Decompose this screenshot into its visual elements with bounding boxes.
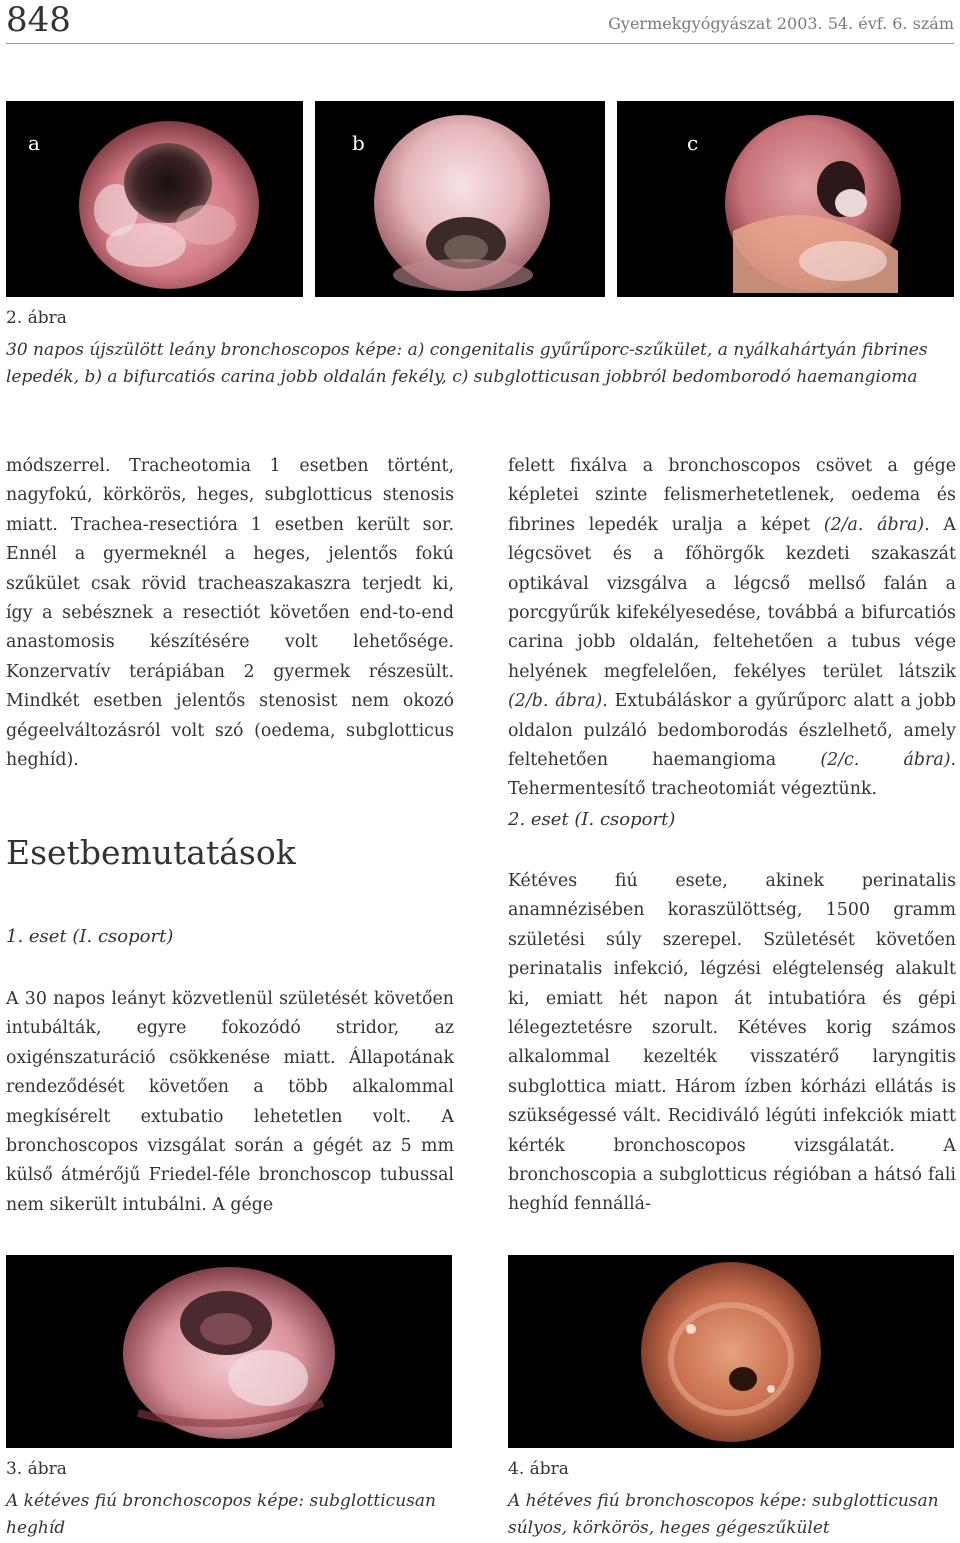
section-heading: Esetbemutatások: [6, 833, 296, 872]
case-1-title: 1. eset (I. csoport): [6, 926, 174, 947]
figure-ref-2c: (2/c. ábra).: [820, 750, 957, 771]
figure-2-number: 2. ábra: [6, 308, 67, 328]
endoscopy-view-c: [723, 111, 903, 293]
left-column: [6, 452, 454, 775]
endoscopy-view-a: [76, 115, 262, 291]
panel-gap: [605, 101, 617, 297]
endoscopy-view-b: [371, 113, 553, 293]
endoscopy-image-a: [6, 101, 303, 297]
figure-2-caption: [6, 337, 954, 391]
right-paragraph-1-part-b: A légcsövet és a főhörgők kezdeti szakaszát optikával vizsgálva a légcső mellső falán a porcgyűrűk kifekélyesedése, továbbá a bifurcatiós carina jobb oldalán, feltehetően a tubus vége helyének megfelelően, fekélyes terület látszik: [508, 514, 956, 682]
figure-3-caption-line-1: A kétéves fiú bronchoscopos képe: subglotticusan: [6, 1491, 436, 1511]
figure-4-caption-line-2: súlyos, körkörös, heges gégeszűkület: [508, 1518, 830, 1538]
left-column-case-1: [6, 985, 454, 1220]
figure-3-caption-line-2: heghíd: [6, 1518, 66, 1538]
figure-4-caption: [508, 1488, 956, 1542]
right-column: [508, 452, 956, 805]
right-paragraph-1-part-c: Extubáláskor a gyűrűporc alatt a jobb oldalon pulzáló bedomborodás észlelhető, amely feltehetően haemangioma: [508, 691, 956, 771]
right-paragraph-1-part-d: Tehermentesítő tracheotomiát végeztünk.: [508, 779, 878, 800]
figure-4-number: 4. ábra: [508, 1459, 569, 1479]
endoscopy-image-b: [315, 101, 605, 297]
journal-running-head: Gyermekgyógyászat 2003. 54. évf. 6. szám: [608, 14, 954, 33]
page-number: 848: [6, 0, 71, 40]
figure-4-caption-line-1: A hétéves fiú bronchoscopos képe: subglotticusan: [508, 1491, 939, 1511]
figure-4-image: [508, 1255, 954, 1448]
panel-label-b: b: [352, 131, 365, 155]
endoscopy-image-c: [617, 101, 954, 297]
endoscopy-view-4: [631, 1259, 831, 1445]
panel-label-c: c: [687, 131, 699, 155]
figure-2-caption-line-1: 30 napos újszülött leány bronchoscopos képe: a) congenitalis gyűrűporc-szűkület, a nyálkahártyán fibrines: [6, 340, 928, 360]
endoscopy-view-3: [118, 1263, 340, 1443]
right-paragraph-1: [508, 452, 956, 805]
figure-ref-2a: (2/a. ábra).: [823, 514, 930, 535]
header-rule: [6, 43, 954, 44]
figure-3-number: 3. ábra: [6, 1459, 67, 1479]
figure-ref-2b: (2/b. ábra).: [508, 691, 608, 712]
figure-2-caption-line-2: lepedék, b) a bifurcatiós carina jobb oldalán fekély, c) subglotticusan jobbról bedomborodó haemangioma: [6, 367, 918, 387]
left-paragraph-1: módszerrel. Tracheotomia 1 esetben történt, nagyfokú, körkörös, heges, subglotticus stenosis miatt. Trachea-resectióra 1 esetben került sor. Ennél a gyermeknél a heges, jelentős fokú szűkület csak rövid tracheaszakaszra terjedt ki, így a sebésznek a resectiót követően end-to-end anastomosis készítésére volt lehetősége. Konzervatív terápiában 2 gyermek részesült. Mindkét esetben jelentős stenosist nem okozó gégeelváltozásról volt szó (oedema, subglotticus heghíd).: [6, 456, 454, 771]
right-paragraph-1-part-a: felett fixálva a bronchoscopos csövet a gége képletei szinte felismerhetetlenek, oedema és fibrines lepedék uralja a képet: [508, 456, 956, 535]
left-paragraph-2: A 30 napos leányt közvetlenül születését követően intubálták, egyre fokozódó stridor, az oxigénszaturáció csökkenése miatt. Állapotának rendeződését követően a több alkalommal megkísérelt extubatio lehetetlen volt. A bronchoscopos vizsgálat során a gégét az 5 mm külső átmérőjű Friedel-féle bronchoscop tubussal nem sikerült intubálni. A gége: [6, 989, 454, 1215]
right-paragraph-2: Kétéves fiú esete, akinek perinatalis anamnézisében koraszülöttség, 1500 gramm születési súly szerepel. Születését követően perinatalis infekció, légzési elégtelenség alakult ki, emiatt hét napon át intubatióra és gépi lélegeztetésre szorult. Kétéves korig számos alkalommal kezelték visszatérő laryngitis subglottica miatt. Három ízben kórházi ellátás is szükségessé vált. Recidiváló légúti infekciók miatt kérték bronchoscopos vizsgálatát. A bronchoscopia a subglotticus régióban a hátsó fali heghíd fennállá-: [508, 871, 956, 1215]
figure-3-caption: [6, 1488, 454, 1542]
figure-3-image: [6, 1255, 452, 1448]
case-2-title: 2. eset (I. csoport): [508, 809, 676, 830]
panel-gap: [303, 101, 315, 297]
panel-label-a: a: [28, 131, 40, 155]
figure-2-panel: [6, 101, 954, 297]
right-column-case-2: [508, 867, 956, 1220]
